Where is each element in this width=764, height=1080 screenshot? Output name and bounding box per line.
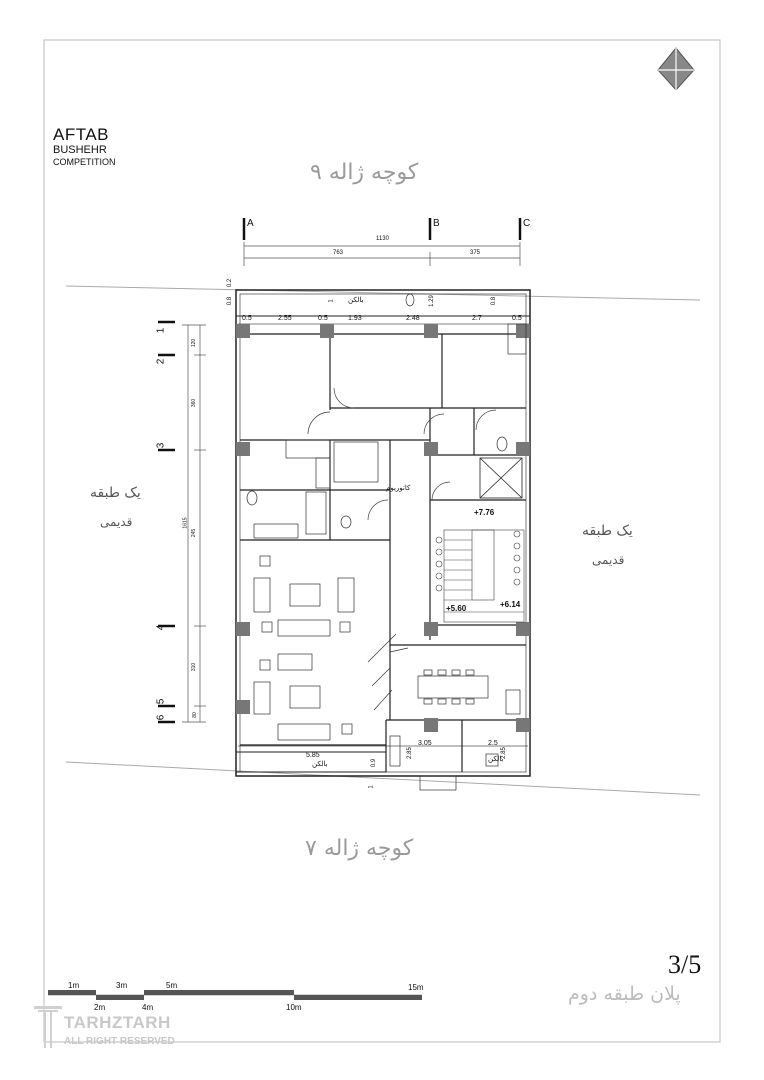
logo-line1: AFTAB [53,125,110,144]
dim-vertical-seg: 80 [191,712,198,718]
structural-columns [236,324,530,732]
room-tag-balcony-bottom: بالکن [312,761,328,768]
street-label-bottom: کوچه ژاله ۷ [305,836,414,861]
dim-top-seg: 0.5 [318,315,328,322]
dim-top-seg: 2.55 [278,315,292,322]
level-marker: +5.60 [446,604,467,613]
dim-top-seg: 2.48 [406,315,420,322]
dim-bottom-seg: 5.85 [306,752,320,759]
neighbor-right-line2: قدیمی [592,553,625,567]
scale-label-top: 3m [116,981,128,990]
dim-small: 2.85 [406,747,413,759]
dim-top-seg: 2.7 [472,315,482,322]
scale-label-bottom: 10m [286,1003,302,1012]
dim-vertical-seg: 120 [191,338,198,348]
dim-small: 2.85 [500,747,507,759]
scale-label-bottom: 2m [94,1003,106,1012]
street-label-top: کوچه ژاله ۹ [310,160,419,185]
logo-badge [53,48,127,122]
dim-top-seg: 0.5 [512,315,522,322]
logo-line2: BUSHEHR [53,144,107,156]
north-arrow-icon [658,48,694,92]
room-tag-balcony-top: بالکن [348,297,364,304]
grid-col-label: C [523,218,531,229]
dim-small: 1.29 [428,295,435,307]
grid-row-label: 3 [155,442,167,449]
sheet-title: پلان طبقه دوم [568,983,681,1005]
furniture [247,294,526,790]
grid-axis-markers [158,218,520,722]
dim-total-width: 1130 [376,236,389,242]
room-tag-balcony-right: بالکن [488,756,504,763]
scale-label-top: 1m [68,981,80,990]
grid-col-label: B [433,218,440,229]
scale-label-top: 15m [408,983,424,992]
building-outline [236,290,530,776]
grid-row-label: 5 [155,698,167,705]
dim-small: 1 [328,299,335,303]
dim-small: 0.2 [227,278,234,288]
logo-line3: COMPETITION [53,157,116,167]
room-tag-pantry: کاتوریوم [386,485,411,492]
grid-col-label: A [247,218,254,229]
dim-col-ab: 763 [333,250,344,256]
grid-row-label: 4 [155,624,167,631]
street-edge-bottom [66,762,700,795]
interior-walls [240,334,526,772]
scale-label-bottom: 4m [142,1003,154,1012]
dim-bottom-seg: 2.5 [488,740,498,747]
dim-top-seg: 1.93 [348,315,362,322]
sheet-number: 3/5 [668,950,702,979]
dim-small: 0.9 [371,758,378,768]
dim-small: 0.8 [227,296,234,306]
dim-col-bc: 375 [470,250,481,256]
dim-vertical-seg: 310 [191,662,198,672]
scale-label-top: 5m [166,981,178,990]
level-marker: +6.14 [500,600,521,609]
grid-row-label: 1 [155,327,167,334]
dim-vertical-seg: 245 [191,528,198,538]
dim-bottom-seg: 3.05 [418,740,432,747]
dim-vertical-seg: 360 [191,398,198,408]
dim-vertical-total: 1615 [182,517,189,529]
sheet-border [44,40,720,1042]
dim-small: 1 [368,785,375,789]
elevator-icon [480,458,522,498]
neighbor-left-line2: قدیمی [100,515,133,529]
neighbor-left-line1: یک طبقه [90,485,141,501]
level-marker: +7.76 [474,508,495,517]
grid-row-label: 2 [155,358,167,365]
dim-top-seg: 0.5 [242,315,252,322]
watermark-line2: ALL RIGHT RESERVED [64,1036,175,1047]
watermark-line1: TARHZTARH [64,1013,171,1032]
neighbor-right-line1: یک طبقه [582,523,633,539]
grid-row-label: 6 [155,714,167,721]
dim-small: 0.8 [491,296,498,306]
